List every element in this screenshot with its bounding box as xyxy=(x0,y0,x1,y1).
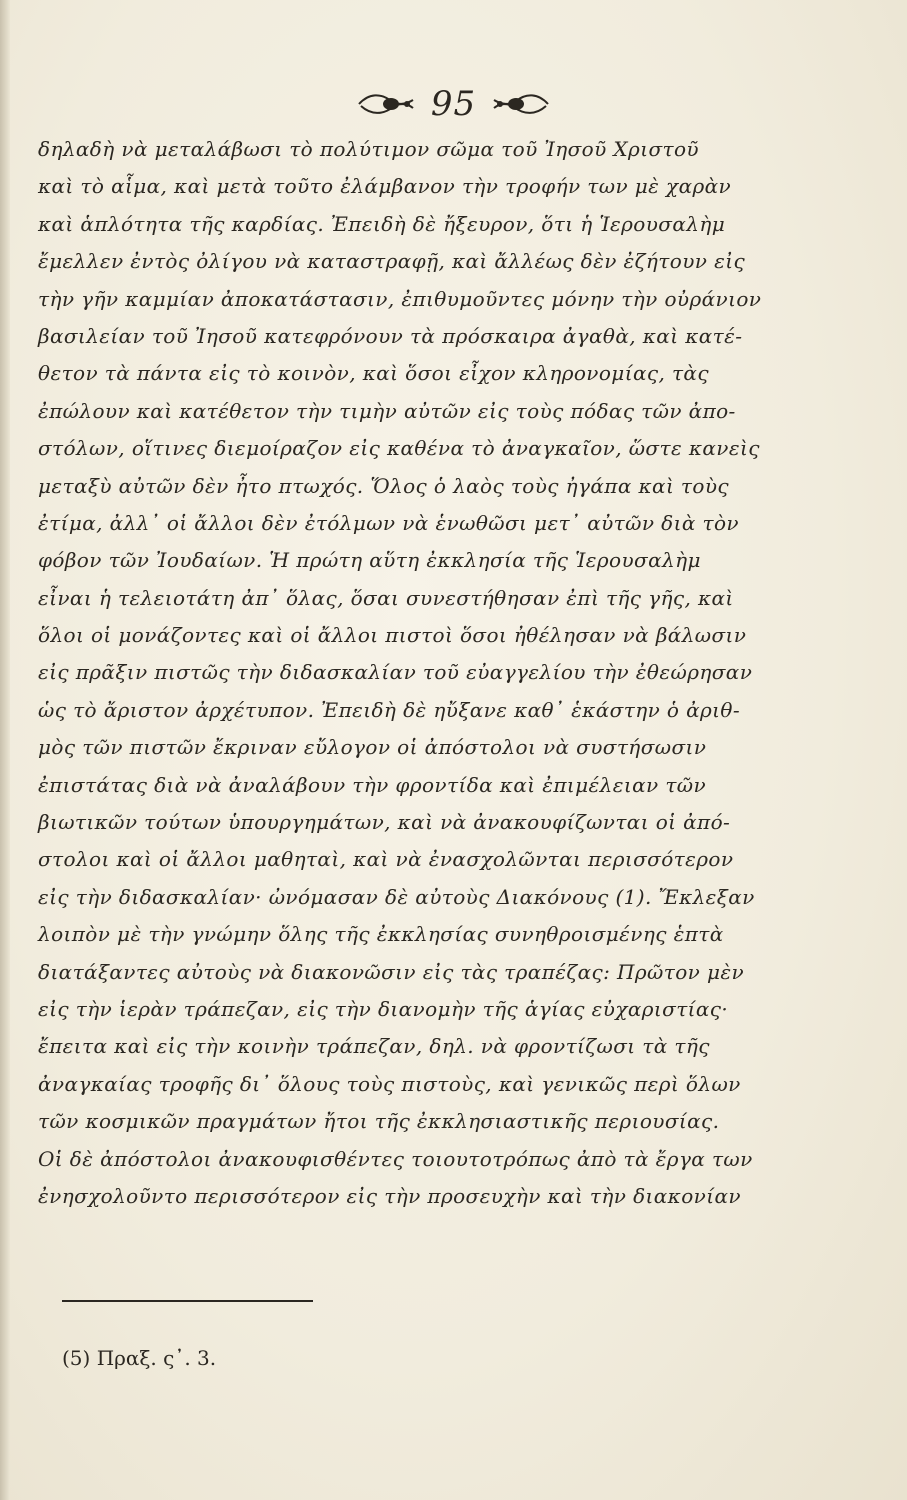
footnote: (5) Πραξ. ς᾽. 3. xyxy=(62,1346,217,1370)
text-line: καὶ τὸ αἷμα, καὶ μετὰ τοῦτο ἐλάμβανον τὴν τροφήν των μὲ χαρὰν xyxy=(38,174,732,199)
fleuron-right-icon xyxy=(492,91,550,117)
text-line: φόβον τῶν Ἰουδαίων. Ἡ πρώτη αὕτη ἐκκλησία τῆς Ἱερουσαλὴμ xyxy=(38,548,701,573)
text-line: λοιπὸν μὲ τὴν γνώμην ὅλης τῆς ἐκκλησίας συνηθροισμένης ἑπτὰ xyxy=(38,922,724,947)
text-line: μεταξὺ αὐτῶν δὲν ἦτο πτωχός. Ὅλος ὁ λαὸς τοὺς ἠγάπα καὶ τοὺς xyxy=(38,473,730,498)
text-line: Οἱ δὲ ἀπόστολοι ἀνακουφισθέντες τοιουτοτρόπως ἀπὸ τὰ ἔργα των xyxy=(38,1146,753,1171)
text-line: καὶ ἁπλότητα τῆς καρδίας. Ἐπειδὴ δὲ ἤξευρον, ὅτι ἡ Ἱερουσαλὴμ xyxy=(38,211,726,236)
text-line: ἀναγκαίας τροφῆς δι᾽ ὅλους τοὺς πιστοὺς, καὶ γενικῶς περὶ ὅλων xyxy=(38,1071,741,1096)
text-line: θετον τὰ πάντα εἰς τὸ κοινὸν, καὶ ὅσοι εἶχον κληρονομίας, τὰς xyxy=(38,361,709,386)
text-line: ὅλοι οἱ μονάζοντες καὶ οἱ ἄλλοι πιστοὶ ὅσοι ἠθέλησαν νὰ βάλωσιν xyxy=(38,623,747,648)
text-line: τῶν κοσμικῶν πραγμάτων ἤτοι τῆς ἐκκλησιαστικῆς περιουσίας. xyxy=(38,1109,720,1134)
text-line: διατάξαντες αὐτοὺς νὰ διακονῶσιν εἰς τὰς τραπέζας: Πρῶτον μὲν xyxy=(38,959,745,984)
body-text xyxy=(38,131,838,1215)
text-line: στόλων, οἵτινες διεμοίραζον εἰς καθένα τὸ ἀναγκαῖον, ὥστε κανεὶς xyxy=(38,436,760,461)
text-line: βιωτικῶν τούτων ὑπουργημάτων, καὶ νὰ ἀνακουφίζωνται οἱ ἀπό- xyxy=(38,810,731,835)
text-line: στολοι καὶ οἱ ἄλλοι μαθηταὶ, καὶ νὰ ἐνασχολῶνται περισσότερον xyxy=(38,847,734,872)
text-line: εἶναι ἡ τελειοτάτη ἀπ᾽ ὅλας, ὅσαι συνεστήθησαν ἐπὶ τῆς γῆς, καὶ xyxy=(38,585,734,610)
text-line: τὴν γῆν καμμίαν ἀποκατάστασιν, ἐπιθυμοῦντες μόνην τὴν οὐράνιον xyxy=(38,286,762,311)
text-line: ὡς τὸ ἄριστον ἀρχέτυπον. Ἐπειδὴ δὲ ηὔξανε καθ᾽ ἑκάστην ὁ ἀριθ- xyxy=(38,697,740,722)
text-line: ἐνησχολοῦντο περισσότερον εἰς τὴν προσευχὴν καὶ τὴν διακονίαν xyxy=(38,1183,741,1208)
page-number: 95 xyxy=(430,84,477,124)
text-line: εἰς τὴν ἱερὰν τράπεζαν, εἰς τὴν διανομὴν τῆς ἁγίας εὐχαριστίας· xyxy=(38,996,729,1021)
page-header xyxy=(0,82,907,126)
text-line: εἰς πρᾶξιν πιστῶς τὴν διδασκαλίαν τοῦ εὐαγγελίου τὴν ἐθεώρησαν xyxy=(38,660,753,685)
footnote-rule xyxy=(62,1300,313,1302)
text-line: ἔμελλεν ἐντὸς ὀλίγου νὰ καταστραφῇ, καὶ ἄλλέως δὲν ἐζήτουν εἰς xyxy=(38,249,746,274)
text-line: ἐπιστάτας διὰ νὰ ἀναλάβουν τὴν φροντίδα καὶ ἐπιμέλειαν τῶν xyxy=(38,772,707,797)
fleuron-left-icon xyxy=(357,91,415,117)
text-line: βασιλείαν τοῦ Ἰησοῦ κατεφρόνουν τὰ πρόσκαιρα ἀγαθὰ, καὶ κατέ- xyxy=(38,323,743,348)
text-line: εἰς τὴν διδασκαλίαν· ὠνόμασαν δὲ αὐτοὺς Διακόνους (1). Ἔκλεξαν xyxy=(38,884,755,909)
page-gutter-shadow xyxy=(0,0,10,1500)
text-line: ἐπώλουν καὶ κατέθετον τὴν τιμὴν αὐτῶν εἰς τοὺς πόδας τῶν ἀπο- xyxy=(38,398,736,423)
text-line: δηλαδὴ νὰ μεταλάβωσι τὸ πολύτιμον σῶμα τοῦ Ἰησοῦ Χριστοῦ xyxy=(38,137,699,161)
text-line: ἐτίμα, ἀλλ᾽ οἱ ἄλλοι δὲν ἐτόλμων νὰ ἑνωθῶσι μετ᾽ αὐτῶν διὰ τὸν xyxy=(38,510,739,535)
text-line: μὸς τῶν πιστῶν ἔκριναν εὔλογον οἱ ἀπόστολοι νὰ συστήσωσιν xyxy=(38,735,707,760)
text-line: ἔπειτα καὶ εἰς τὴν κοινὴν τράπεζαν, δηλ. νὰ φροντίζωσι τὰ τῆς xyxy=(38,1034,710,1059)
